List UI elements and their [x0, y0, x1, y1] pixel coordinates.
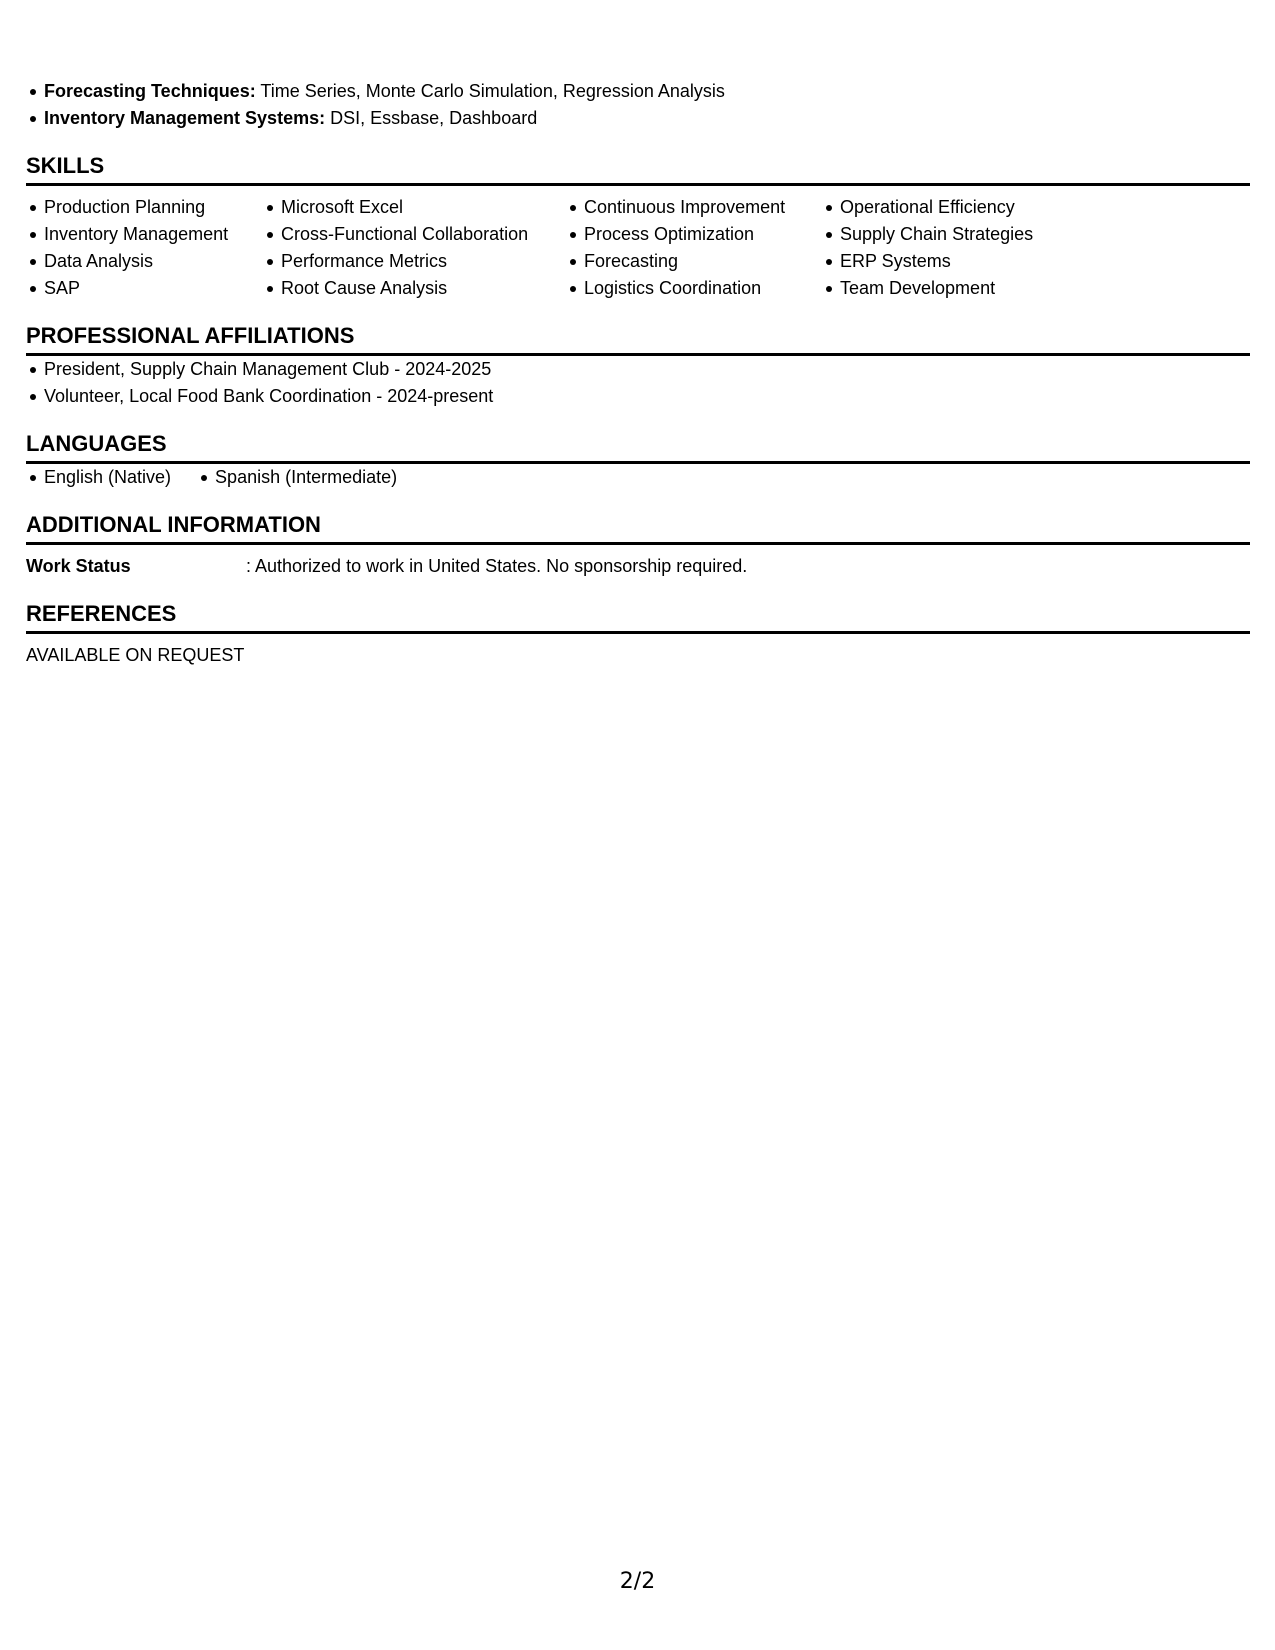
page-number: 2/2 [619, 1569, 656, 1594]
skills-section [26, 152, 1250, 302]
references-text: AVAILABLE ON REQUEST [26, 645, 245, 665]
skills-column [44, 194, 281, 302]
skills-column [840, 194, 1100, 302]
resume-page [26, 78, 1250, 669]
work-status-label: Work Status [26, 556, 131, 576]
list-item: Root Cause Analysis [281, 275, 584, 302]
list-item: Team Development [840, 275, 1100, 302]
tool-value: DSI, Essbase, Dashboard [330, 108, 538, 128]
list-item: Forecasting [584, 248, 840, 275]
tool-value: Time Series, Monte Carlo Simulation, Regression Analysis [260, 81, 725, 101]
list-item: Logistics Coordination [584, 275, 840, 302]
affiliations-section [26, 322, 1250, 410]
skills-column [584, 194, 840, 302]
section-title: SKILLS [26, 152, 1250, 186]
list-item: SAP [44, 275, 281, 302]
list-item [44, 105, 1250, 132]
section-title: REFERENCES [26, 600, 1250, 634]
tool-label: Inventory Management Systems: [44, 108, 326, 128]
list-item: Production Planning [44, 194, 281, 221]
list-item [44, 78, 1250, 105]
list-item: Data Analysis [44, 248, 281, 275]
list-item: President, Supply Chain Management Club - 2024-2025 [44, 356, 1250, 383]
section-title: LANGUAGES [26, 430, 1250, 464]
list-item: Continuous Improvement [584, 194, 840, 221]
list-item: Supply Chain Strategies [840, 221, 1100, 248]
languages-section [26, 430, 1250, 491]
tools-list [26, 78, 1250, 132]
section-title: PROFESSIONAL AFFILIATIONS [26, 322, 1250, 356]
section-title: ADDITIONAL INFORMATION [26, 511, 1250, 545]
references-section [26, 600, 1250, 669]
additional-info-section [26, 511, 1250, 580]
work-status-row [26, 553, 1250, 580]
skills-grid [26, 194, 1250, 302]
list-item: Operational Efficiency [840, 194, 1100, 221]
list-item: ERP Systems [840, 248, 1100, 275]
languages-list [26, 464, 1250, 491]
work-status-value: : Authorized to work in United States. No sponsorship required. [246, 556, 748, 576]
affiliations-list [26, 356, 1250, 410]
list-item: Process Optimization [584, 221, 840, 248]
list-item: Spanish (Intermediate) [215, 464, 397, 491]
list-item: Microsoft Excel [281, 194, 584, 221]
list-item: Inventory Management [44, 221, 281, 248]
list-item: English (Native) [44, 464, 171, 491]
list-item: Volunteer, Local Food Bank Coordination - 2024-present [44, 383, 1250, 410]
skills-column [281, 194, 584, 302]
tool-label: Forecasting Techniques: [44, 81, 256, 101]
list-item: Cross-Functional Collaboration [281, 221, 584, 248]
list-item: Performance Metrics [281, 248, 584, 275]
